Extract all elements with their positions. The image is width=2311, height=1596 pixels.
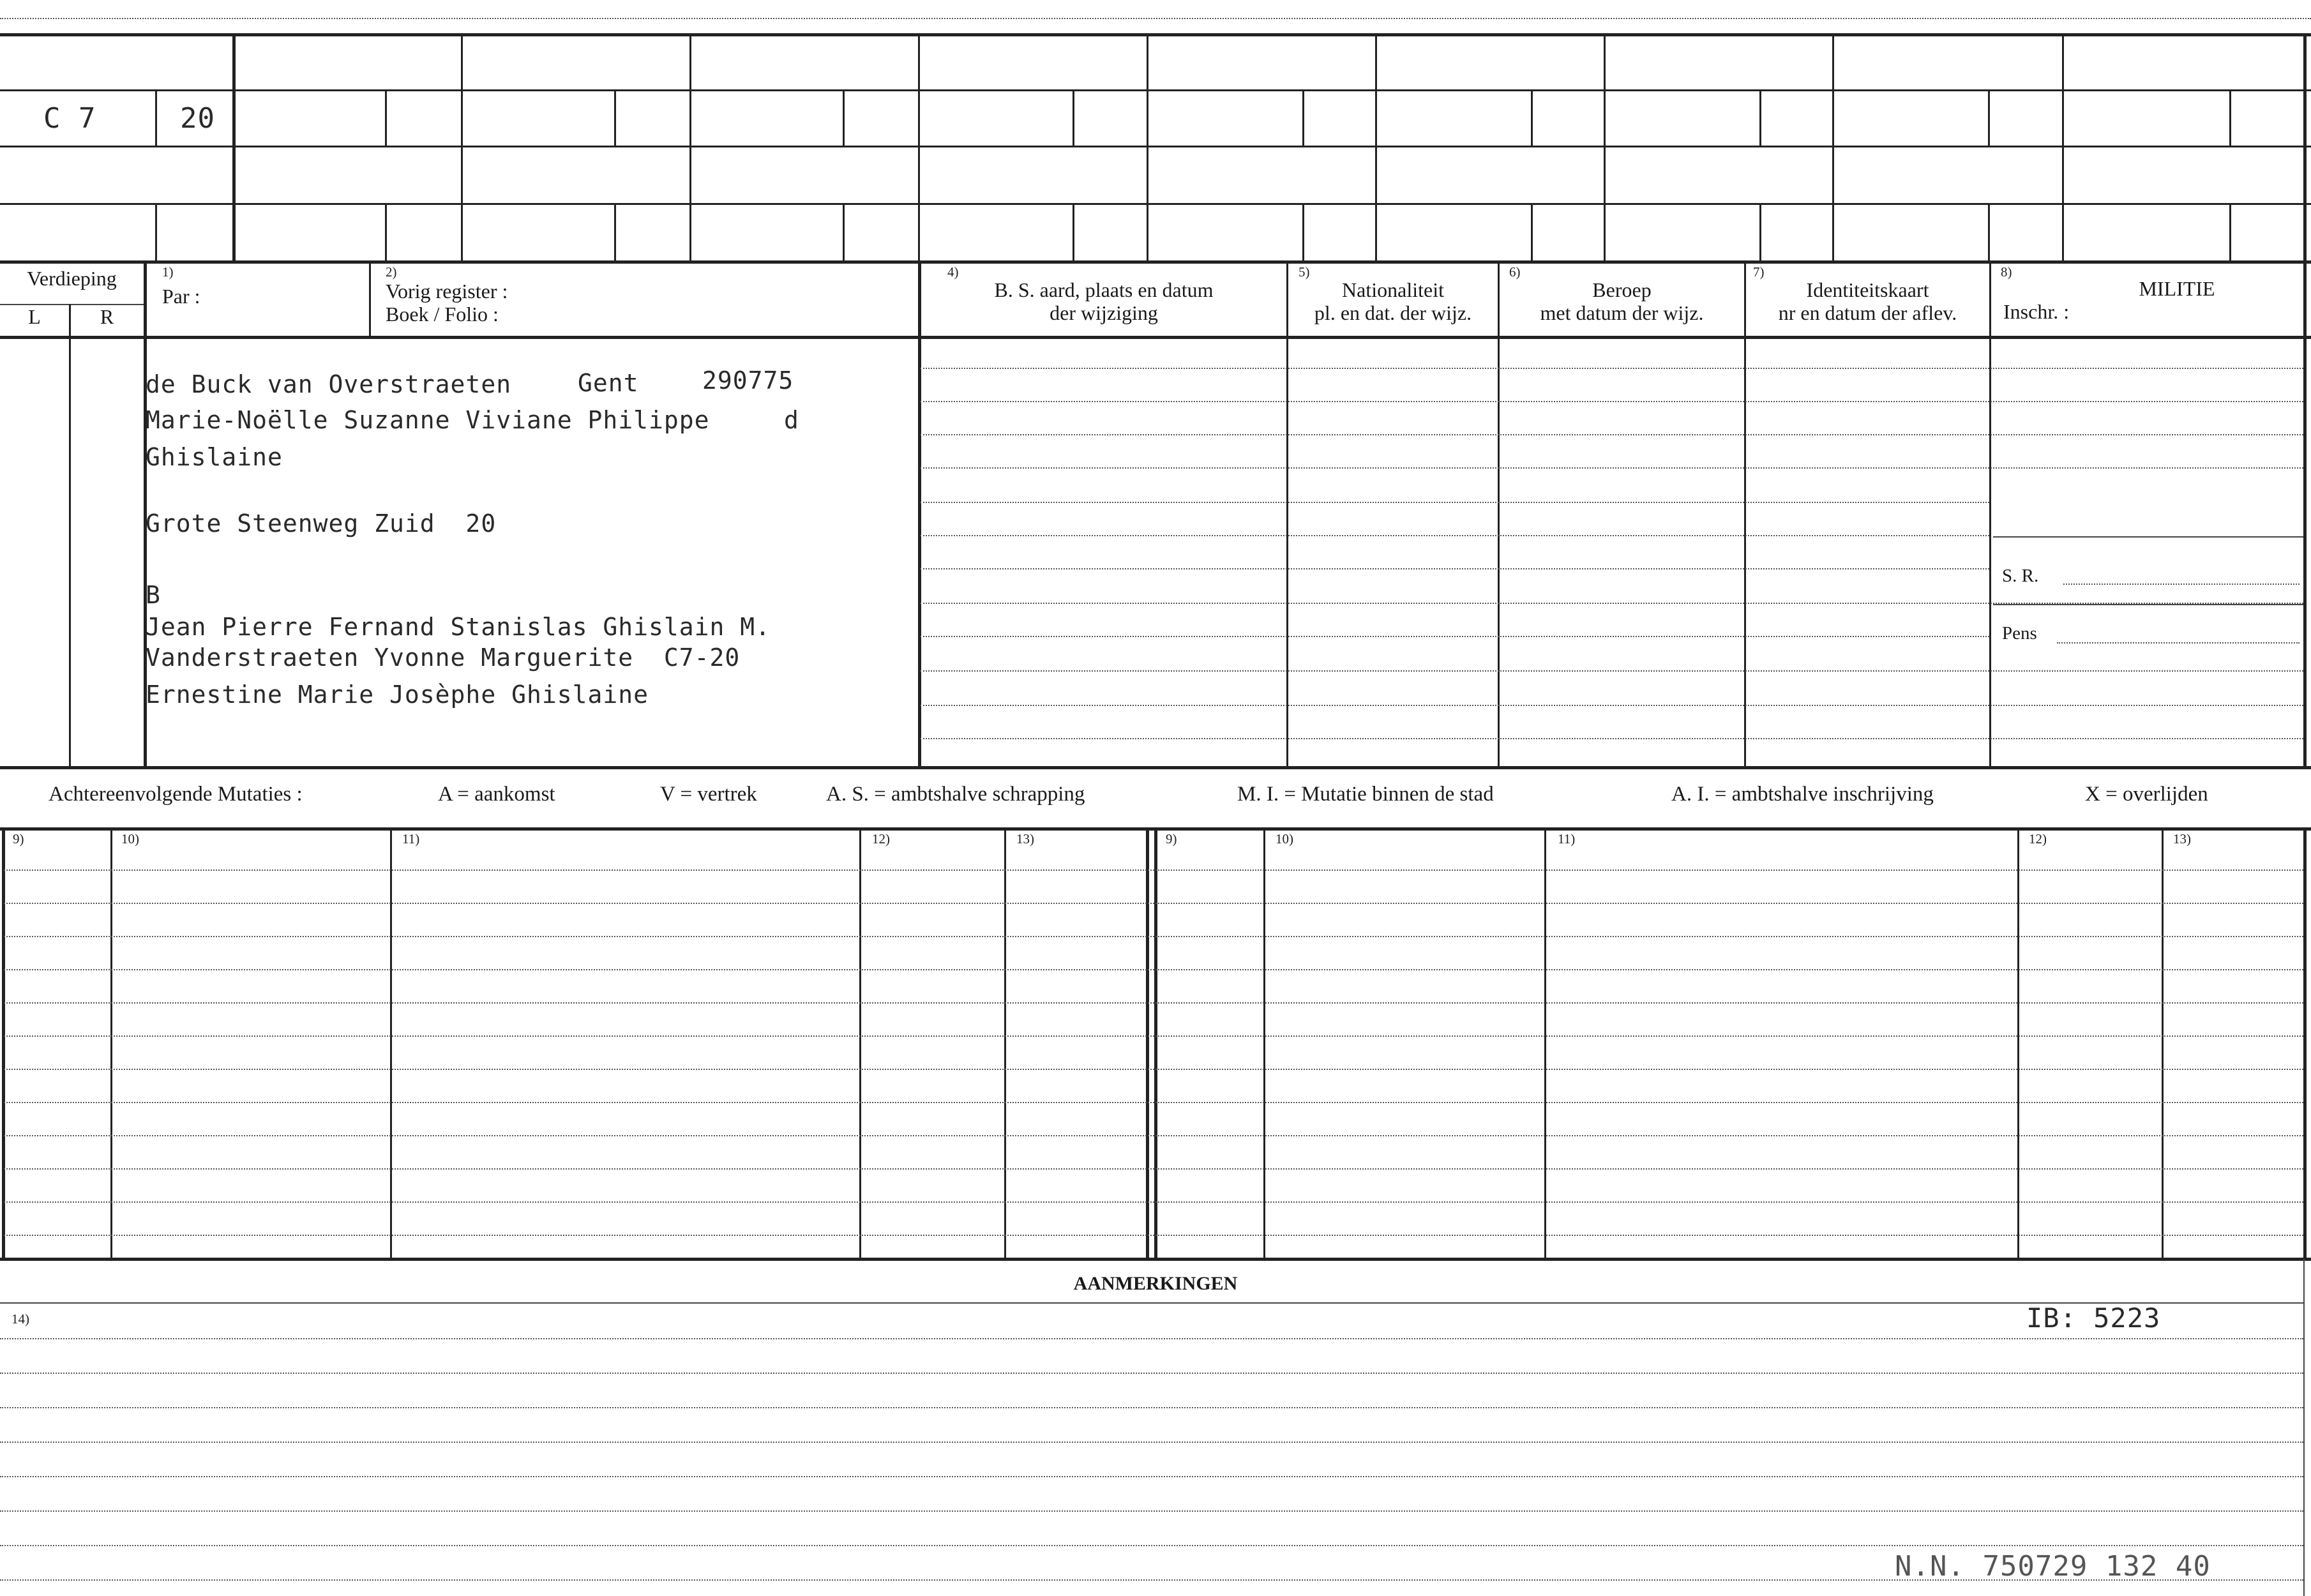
col6-header-line2: met datum der wijz. <box>1540 301 1704 324</box>
floor-label: Verdieping <box>27 267 117 290</box>
legend-a: A = aankomst <box>438 783 555 806</box>
militie-title: MILITIE <box>2139 277 2215 300</box>
col8-number: 8) <box>2001 264 2012 280</box>
parent2-cont: Ernestine Marie Josèphe Ghislaine <box>146 681 649 709</box>
col4-number: 4) <box>947 264 959 280</box>
mut-left-col11: 11) <box>402 831 420 847</box>
col5-header-line2: pl. en dat. der wijz. <box>1314 301 1472 324</box>
inschr-label: Inschr. : <box>2003 300 2070 323</box>
legend-mi: M. I. = Mutatie binnen de stad <box>1237 783 1494 806</box>
given-names: Marie-Noëlle Suzanne Viviane Philippe <box>146 406 710 434</box>
prev-register-label: Vorig register : <box>386 280 508 303</box>
legend-as: A. S. = ambtshalve schrapping <box>826 783 1085 806</box>
col7-header-line2: nr en datum der aflev. <box>1778 301 1957 324</box>
pens-label: Pens <box>2002 623 2037 644</box>
parent1: Jean Pierre Fernand Stanislas Ghislain M. <box>146 613 771 641</box>
mut-left-col12: 12) <box>872 831 890 847</box>
floor-right: R <box>100 305 114 328</box>
col4-header-line1: B. S. aard, plaats en datum <box>994 278 1214 301</box>
ib-number: IB: 5223 <box>2026 1302 2161 1334</box>
mut-right-col12: 12) <box>2029 831 2047 847</box>
col1-number: 1) <box>162 264 174 280</box>
mutations-title: Achtereenvolgende Mutaties : <box>49 783 303 806</box>
col2-number: 2) <box>386 264 397 280</box>
col6-header-line1: Beroep <box>1592 278 1652 301</box>
sr-label: S. R. <box>2002 566 2039 586</box>
floor-left: L <box>28 305 41 328</box>
remarks-title: AANMERKINGEN <box>1073 1273 1238 1294</box>
given-names-cont: Ghislaine <box>146 443 283 471</box>
national-number: N.N. 750729 132 40 <box>1895 1550 2211 1583</box>
mut-left-col10: 10) <box>121 831 139 847</box>
birthdate: 290775 <box>702 366 794 395</box>
mut-right-col9: 9) <box>1166 831 1177 847</box>
col5-header-line1: Nationaliteit <box>1342 278 1444 301</box>
mut-right-col10: 10) <box>1276 831 1293 847</box>
surname: de Buck van Overstraeten <box>146 370 512 398</box>
mut-right-col13: 13) <box>2173 831 2191 847</box>
legend-x: X = overlijden <box>2085 783 2208 806</box>
parent2: Vanderstraeten Yvonne Marguerite C7-20 <box>146 644 741 672</box>
remarks-number: 14) <box>11 1311 29 1327</box>
mut-left-col13: 13) <box>1016 831 1034 847</box>
address: Grote Steenweg Zuid 20 <box>146 509 497 538</box>
legend-ai: A. I. = ambtshalve inschrijving <box>1671 783 1934 806</box>
mut-left-col9: 9) <box>13 831 24 847</box>
col5-number: 5) <box>1299 264 1310 280</box>
house-number: 20 <box>180 102 215 135</box>
book-folio-label: Boek / Folio : <box>386 303 499 326</box>
col7-number: 7) <box>1753 264 1765 280</box>
col4-header-line2: der wijziging <box>1050 301 1158 324</box>
col6-number: 6) <box>1509 264 1521 280</box>
mark: B <box>146 581 161 609</box>
block-code: C 7 <box>43 102 96 135</box>
col7-header-line1: Identiteitskaart <box>1806 278 1929 301</box>
par-label: Par : <box>162 285 200 308</box>
birthplace: Gent <box>578 369 639 397</box>
sex: d <box>784 406 799 434</box>
mut-right-col11: 11) <box>1558 831 1576 847</box>
legend-v: V = vertrek <box>660 783 757 806</box>
